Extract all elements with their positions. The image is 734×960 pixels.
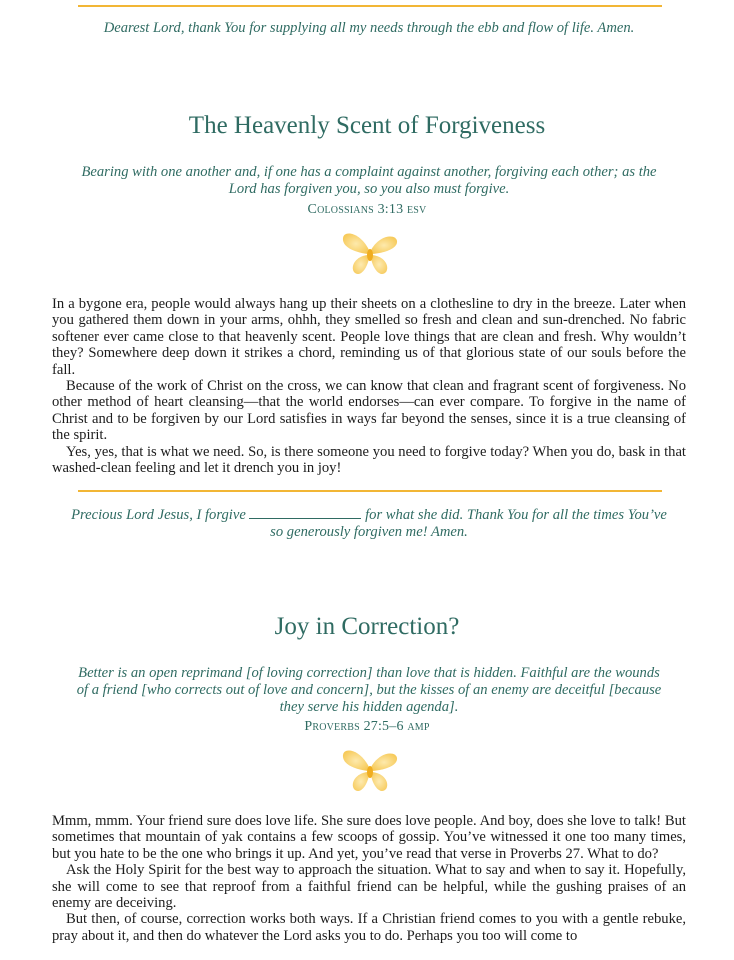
top-divider-rule bbox=[78, 5, 662, 7]
prayer-text: Precious Lord Jesus, I forgive bbox=[71, 507, 246, 523]
body-paragraph: Because of the work of Christ on the cross, we can know that clean and fragrant scent of forgiveness. No other method of heart cleansing—that the world endorses—can ever compare. To forgive in the name of Christ and to be forgiven by our Lord satisfies in ways far beyond the senses, since it is a true cleansing of the spirit. bbox=[52, 378, 686, 444]
verse-line: Bearing with one another and, if one has a complaint against another, forgiving each other; as the bbox=[81, 164, 657, 180]
verse-line: they serve his hidden agenda]. bbox=[279, 699, 459, 715]
scripture-reference-1: Colossians 3:13 esv bbox=[307, 202, 427, 217]
scripture-verse-2 bbox=[52, 665, 686, 716]
body-paragraph: Mmm, mmm. Your friend sure does love life. She sure does love people. And boy, does she love to talk! But sometimes that mountain of yak contains a few scoops of gossip. You’ve witnessed it one too many times, but you hate to be the one who brings it up. And yet, you’ve read that verse in Proverbs 27. What to do? bbox=[52, 813, 686, 862]
devotion-title-1: The Heavenly Scent of Forgiveness bbox=[188, 112, 546, 139]
body-paragraph: But then, of course, correction works both ways. If a Christian friend comes to you with a gentle rebuke, pray about it, and then do whatever the Lord asks you to do. Perhaps you too will come to bbox=[52, 911, 686, 944]
devotion-title-2: Joy in Correction? bbox=[274, 613, 460, 640]
fill-in-blank bbox=[249, 506, 361, 519]
scripture-verse-1 bbox=[52, 164, 686, 198]
verse-line: Better is an open reprimand [of loving correction] than love that is hidden. Faithful are the wounds bbox=[78, 665, 660, 681]
body-paragraph: In a bygone era, people would always hang up their sheets on a clothesline to dry in the breeze. Later when you gathered them down in your arms, ohhh, they smelled so fresh and clean and sun-drenched. No fabric softener ever came close to that heavenly scent. People love things that are clean and fresh. Why wouldn’t they? Somewhere deep down it strikes a chord, reminding us of that glorious state of our souls before the fall. bbox=[52, 296, 686, 378]
prayer-line: so generously forgiven me! Amen. bbox=[270, 524, 468, 540]
closing-prayer-1: Dearest Lord, thank You for supplying all my needs through the ebb and flow of life. Amen. bbox=[103, 20, 635, 36]
devotion-body-2 bbox=[52, 813, 686, 944]
verse-line: Lord has forgiven you, so you also must forgive. bbox=[228, 181, 510, 197]
devotion-body-1 bbox=[52, 296, 686, 476]
body-paragraph: Ask the Holy Spirit for the best way to approach the situation. What to say and when to say it. Hopefully, she will come to see that reproof from a faithful friend can be helpful, while the gushing praises of an enemy are deceiving. bbox=[52, 862, 686, 912]
section-divider-rule bbox=[78, 490, 662, 492]
butterfly-icon bbox=[340, 228, 400, 280]
closing-prayer-2 bbox=[52, 506, 686, 541]
scripture-reference-2: Proverbs 27:5–6 amp bbox=[304, 719, 430, 734]
verse-line: of a friend [who corrects out of love and concern], but the kisses of an enemy are deceitful [because bbox=[76, 682, 662, 698]
butterfly-icon bbox=[340, 745, 400, 797]
body-paragraph: Yes, yes, that is what we need. So, is there someone you need to forgive today? When you do, bask in that washed-clean feeling and let it drench you in joy! bbox=[52, 443, 686, 477]
prayer-text: for what she did. Thank You for all the times You’ve bbox=[365, 507, 667, 523]
prayer-line bbox=[52, 506, 686, 524]
